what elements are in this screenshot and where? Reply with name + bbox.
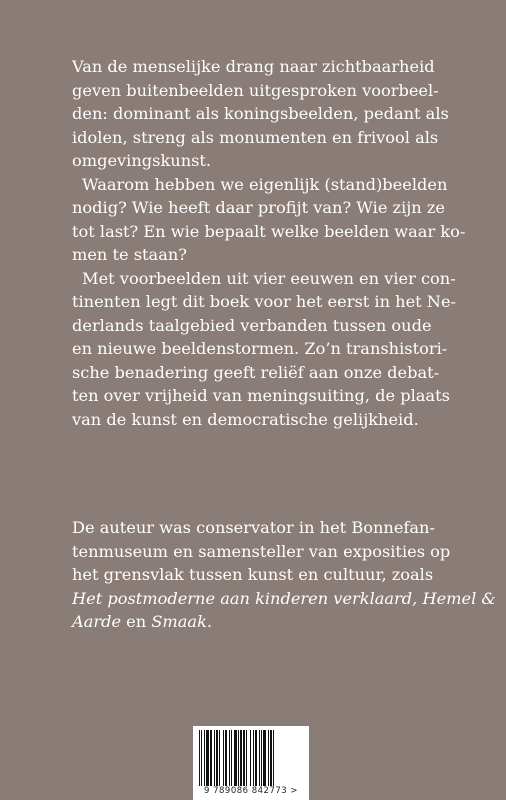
barcode-bar xyxy=(261,730,262,786)
blurb-line: derlands taalgebied verbanden tussen oude xyxy=(72,315,432,335)
blurb-line: geven buitenbeelden uitgesproken voorbeel- xyxy=(72,80,439,100)
blurb-line: den: dominant als koningsbeelden, pedant als xyxy=(72,104,449,123)
barcode-bar xyxy=(270,730,272,786)
barcode-bar xyxy=(219,730,220,786)
blurb-line: men te staan? xyxy=(72,245,187,264)
blurb-line: van de kunst en democratische gelijkheid. xyxy=(72,409,419,429)
blurb-paragraph-1 xyxy=(72,55,452,173)
barcode-bar xyxy=(259,730,260,786)
barcode-bar xyxy=(243,730,245,786)
barcode-bar xyxy=(210,730,212,786)
isbn-barcode xyxy=(193,726,309,800)
barcode-bar xyxy=(206,730,209,786)
blurb-line: Waarom hebben we eigenlijk (stand)beelden xyxy=(82,174,448,194)
blurb-line: tinenten legt dit boek voor het eerst in het Ne- xyxy=(72,292,457,311)
book-title-smaak: Smaak xyxy=(151,612,207,631)
barcode-bar xyxy=(273,730,274,786)
barcode-bar xyxy=(234,730,237,786)
barcode-bar xyxy=(263,730,266,786)
blurb-line: Van de menselijke drang naar zichtbaarheid xyxy=(72,57,435,76)
barcode-bar xyxy=(199,730,200,786)
blurb-line: idolen, streng als monumenten en frivool als xyxy=(72,127,439,147)
barcode-bar xyxy=(240,730,242,786)
blurb-line: omgevingskunst. xyxy=(72,151,212,170)
barcode-bar xyxy=(201,730,202,786)
barcode-bars xyxy=(193,726,309,786)
barcode-bar xyxy=(268,730,269,786)
author-line: tenmuseum en samensteller van exposities op xyxy=(72,541,451,561)
blurb-paragraph-2 xyxy=(72,173,466,267)
author-line: het grensvlak tussen kunst en cultuur, zoals xyxy=(72,565,434,584)
barcode-bar xyxy=(255,730,257,786)
barcode-bar xyxy=(229,730,230,786)
blurb-line: sche benadering geeft reliëf aan onze debat- xyxy=(72,362,440,382)
author-line: De auteur was conservator in het Bonnefan- xyxy=(72,518,435,537)
blurb-line: Met voorbeelden uit vier eeuwen en vier con- xyxy=(82,268,456,288)
back-cover-blurb xyxy=(72,55,466,431)
author-line-italic: Het postmoderne aan kinderen verklaard, Hemel & xyxy=(72,588,496,608)
author-conjunction: en xyxy=(121,612,152,631)
blurb-line: tot last? En wie bepaalt welke beelden waar ko- xyxy=(72,221,466,241)
barcode-bar xyxy=(223,730,224,786)
blurb-line: en nieuwe beeldenstormen. Zo’n transhistori- xyxy=(72,339,448,358)
author-period: . xyxy=(206,612,213,631)
blurb-line: nodig? Wie heeft daar profijt van? Wie zijn ze xyxy=(72,198,445,217)
barcode-bar xyxy=(238,730,239,786)
barcode-bar xyxy=(231,730,232,786)
blurb-paragraph-3 xyxy=(72,267,457,432)
barcode-bar xyxy=(246,730,247,786)
author-line xyxy=(72,610,452,634)
barcode-bar xyxy=(214,730,215,786)
barcode-bar xyxy=(216,730,218,786)
blurb-line: ten over vrijheid van meningsuiting, de plaats xyxy=(72,386,450,405)
isbn-number: 9 789086 842773 > xyxy=(203,786,299,796)
author-bio xyxy=(72,516,496,634)
barcode-bar xyxy=(253,730,254,786)
book-title-aarde: Aarde xyxy=(72,612,122,631)
barcode-bar xyxy=(204,730,205,786)
barcode-bar xyxy=(225,730,227,786)
barcode-bar xyxy=(250,730,251,786)
